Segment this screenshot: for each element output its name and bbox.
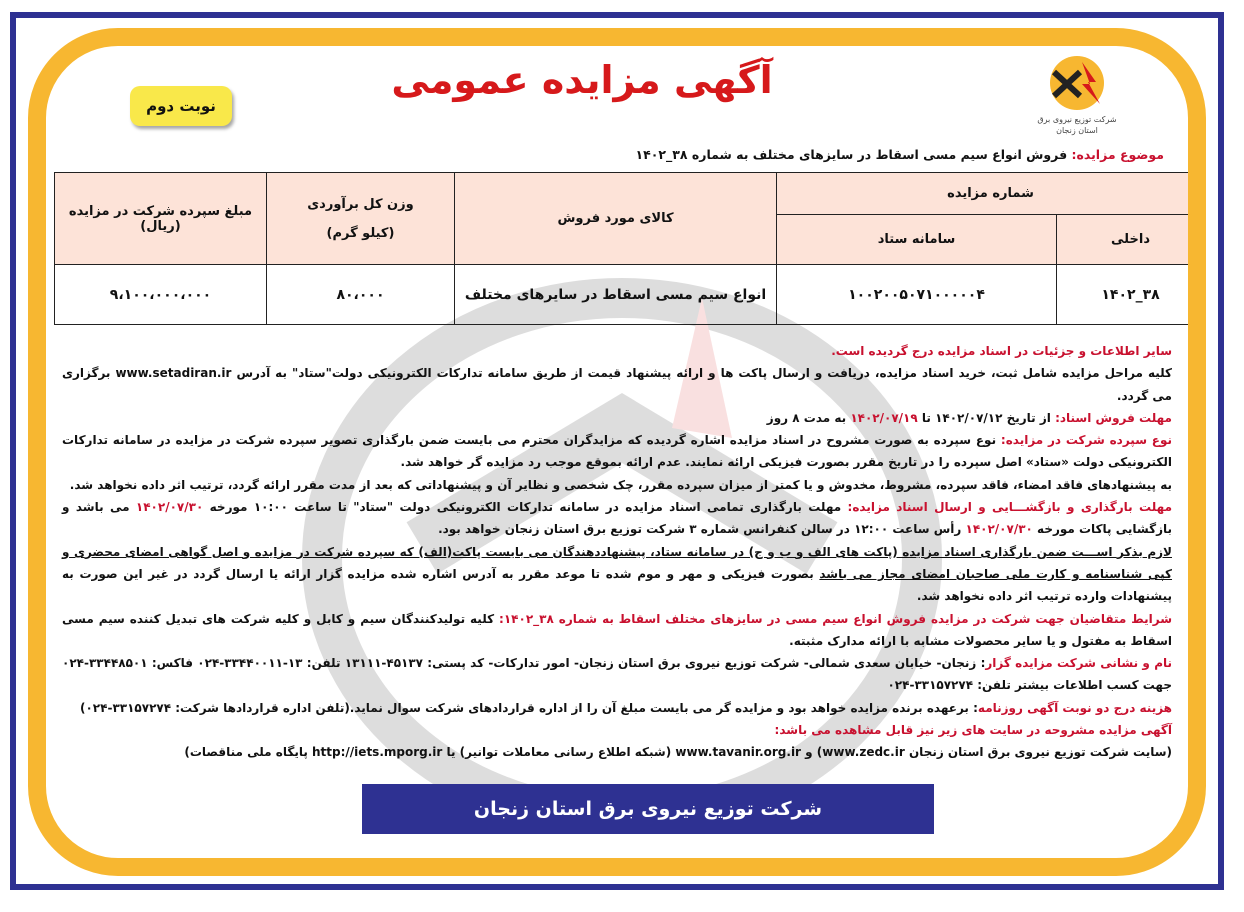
footer-company-bar: شرکت توزیع نیروی برق استان زنجان bbox=[362, 784, 934, 834]
logo-caption bbox=[1032, 114, 1122, 136]
sites-text-2: ) و bbox=[800, 745, 823, 760]
logo-caption-line2: استان زنجان bbox=[1056, 126, 1098, 135]
header-auction-number: شماره مزایده bbox=[777, 173, 1205, 215]
paragraph-address bbox=[62, 652, 1172, 697]
deposit-label: نوع سپرده شرکت در مزایده: bbox=[1000, 433, 1173, 448]
upload-label: مهلت بارگذاری و بازگشـــایی و ارسال اسناد مزایده: bbox=[847, 500, 1172, 515]
sale-duration: به مدت ۸ روز bbox=[766, 410, 851, 425]
paragraph-envelope bbox=[62, 541, 1172, 608]
envelope-text-2: بصورت فیزیکی و مهر و موم شده تا موعد مقرر به آدرس اشاره شده مزایده گزار ارائه یا ارسال گردد در غیر این صورت به پیشنهادات وارده ترتیب اثر داده نخواهد شد. bbox=[62, 566, 1172, 604]
header-deposit-line1: مبلغ سپرده شرکت در مزایده bbox=[68, 203, 253, 219]
paragraph-upload bbox=[62, 496, 1172, 541]
sale-date-end: ۱۴۰۲/۰۷/۱۹ bbox=[850, 410, 918, 425]
cost-label: هزینه درج دو نوبت آگهی روزنامه bbox=[977, 700, 1172, 715]
header-setad: سامانه ستاد bbox=[777, 215, 1057, 265]
header-internal: داخلی bbox=[1057, 215, 1205, 265]
sale-from: از تاریخ bbox=[1002, 410, 1051, 425]
tavanir-link[interactable]: www.tavanir.org.ir bbox=[675, 745, 801, 760]
upload-text-2: می باشد و بازگشایی پاکات مورخه bbox=[62, 500, 1172, 537]
upload-date-2: ۱۴۰۲/۰۷/۳۰ bbox=[965, 522, 1033, 537]
inner-frame bbox=[28, 28, 1206, 876]
sites-text-1: (سایت شرکت توزیع نیروی برق استان زنجان bbox=[904, 745, 1172, 760]
subject-text: فروش انواع سیم مسی اسقاط در سایزهای مختلف به شماره ۳۸_۱۴۰۲ bbox=[635, 147, 1068, 162]
sale-date-start: ۱۴۰۲/۰۷/۱۲ bbox=[935, 410, 1003, 425]
cell-setad: ۱۰۰۲۰۰۵۰۷۱۰۰۰۰۰۴ bbox=[777, 265, 1057, 325]
iets-link[interactable]: http://iets.mporg.ir bbox=[312, 745, 443, 760]
page-title: آگهی مزایده عمومی bbox=[391, 58, 773, 102]
header-weight bbox=[267, 173, 455, 265]
header-goods: کالای مورد فروش bbox=[455, 173, 777, 265]
cell-weight: ۸۰،۰۰۰ bbox=[267, 265, 455, 325]
upload-text-1: مهلت بارگذاری تمامی اسناد مزایده در سامانه تدارکات الکترونیکی دولت "ستاد" تا ساعت ۱۰:۰۰ مورخه bbox=[203, 500, 848, 515]
envelope-text-1: لازم بذکر اســـت ضمن بارگذاری اسناد مزایده (پاکت های الف و ب و ج) در سامانه ستاد، پیشنهاددهندگان می بایست پاکت(الف) که سپرده شرکت در مزایده و اصل گواهی امضای محضری و کپی شناسنامه و کارت ملی صاحبان امضای مجاز می باشد bbox=[62, 544, 1173, 581]
upload-date-1: ۱۴۰۲/۰۷/۳۰ bbox=[135, 500, 204, 515]
sites-text-3: (شبکه اطلاع رسانی معاملات توانیر) یا bbox=[442, 745, 676, 760]
conditions-label: شرایط متقاضیان جهت شرکت در مزایده فروش انواع سیم مسی در سایزهای مختلف اسقاط به شماره ۳۸_۱۴۰۲: bbox=[499, 611, 1172, 626]
note-line: سایر اطلاعات و جزئیات در اسناد مزایده درج گردیده است. bbox=[831, 344, 1172, 358]
paragraph-cost bbox=[62, 697, 1172, 719]
logo-caption-line1: شرکت توزیع نیروی برق bbox=[1037, 115, 1117, 124]
auction-subject bbox=[472, 146, 1164, 164]
header-weight-line1: وزن کل برآوردی bbox=[307, 196, 414, 212]
paragraph-process bbox=[62, 362, 1172, 407]
paragraph-sale-deadline bbox=[62, 407, 1172, 429]
header-deposit-line2: (ریال) bbox=[140, 218, 181, 234]
round-badge: نوبت دوم bbox=[130, 86, 232, 126]
conditions-text: کلیه تولیدکنندگان سیم و کابل و کلیه شرکت های تبدیل کننده سیم مسی اسقاط به مفتول و یا سایر محصولات مشابه با ارائه مدارک مثبته. bbox=[62, 611, 1172, 648]
paragraph-sites bbox=[62, 741, 1172, 763]
zedc-link[interactable]: www.zedc.ir bbox=[822, 745, 905, 760]
upload-text-3: رأس ساعت ۱۲:۰۰ در سالن کنفرانس شماره ۳ شرکت توزیع برق استان زنجان خواهد بود. bbox=[438, 522, 966, 537]
process-text-end: برگزاری می گردد. bbox=[62, 366, 1172, 403]
sites-label: آگهی مزایده مشروحه در سایت های زیر نیز قابل مشاهده می باشد: bbox=[774, 723, 1172, 738]
announcement-body bbox=[62, 340, 1172, 764]
paragraph-invalid: به پیشنهادهای فاقد امضاء، فاقد سپرده، مشروط، مخدوش و یا کمتر از میزان سپرده مقرر، چک شخصی و نظایر آن و پیشنهاداتی که بعد از مدت مقرر ارائه گردد، ترتیب اثر داده نخواهد شد. bbox=[69, 477, 1172, 492]
address-label: نام و نشانی شرکت مزایده گزار bbox=[985, 656, 1173, 671]
outer-frame bbox=[10, 12, 1224, 890]
sites-text-4: پایگاه ملی مناقصات) bbox=[184, 745, 313, 760]
cell-goods: انواع سیم مسی اسقاط در سایرهای مختلف bbox=[455, 265, 777, 325]
deposit-text: نوع سپرده به صورت مشروح در اسناد مزایده اشاره گردیده که مزایدگران محترم می بایست ضمن بارگذاری تصویر سپرده شرکت در مزایده در سامانه تدارکات الکترونیکی دولت «ستاد» اصل سپرده را در تاریخ مقرر بصورت فیزیکی ارائه نمایند. عدم ارائه بموقع موجب رد مزایده گر خواهد شد. bbox=[62, 433, 1172, 470]
subject-label: موضوع مزایده: bbox=[1071, 147, 1164, 162]
company-logo bbox=[1032, 54, 1122, 138]
cell-internal: ۳۸_۱۴۰۲ bbox=[1057, 265, 1205, 325]
process-text: کلیه مراحل مزایده شامل ثبت، خرید اسناد مزایده، دریافت و ارسال پاکت ها و ارائه پیشنهاد قیمت از طریق سامانه تدارکات الکترونیکی دولت"ستاد" به آدرس bbox=[236, 366, 1173, 381]
auction-table bbox=[54, 172, 1205, 325]
cost-text: : برعهده برنده مزایده خواهد بود و مزایده گر می بایست مبلغ آن را از اداره قراردادهای شرکت سوال نماید.(تلفن اداره قراردادها شرکت: ۳۳۱۵۷۲۷۴-۰۲۴) bbox=[80, 700, 978, 715]
electricity-logo-icon bbox=[1042, 54, 1112, 112]
address-text: : زنجان- خیابان سعدی شمالی- شرکت توزیع نیروی برق استان زنجان- امور تدارکات- کد پستی: ۴۵۱۳۷-۱۳۱۱۱ تلفن: ۱۳-۳۳۴۴۰۰۱۱-۰۲۴ فاکس: ۳۳۴۴۸۵۰۱-۰۲۴ جهت کسب اطلاعات بیشتر تلفن: ۳۳۱۵۷۲۷۴-۰۲۴ bbox=[62, 656, 1172, 693]
paragraph-deposit bbox=[62, 429, 1172, 474]
cell-deposit: ۹،۱۰۰،۰۰۰،۰۰۰ bbox=[55, 265, 267, 325]
header-weight-line2: (کیلو گرم) bbox=[326, 225, 395, 241]
paragraph-conditions bbox=[62, 608, 1172, 653]
sale-to: تا bbox=[917, 410, 936, 425]
document-content bbox=[52, 48, 1182, 854]
table-row bbox=[55, 265, 1205, 325]
sale-label: مهلت فروش اسناد: bbox=[1055, 410, 1172, 425]
setadiran-link[interactable]: www.setadiran.ir bbox=[115, 366, 232, 381]
header-deposit bbox=[55, 173, 267, 265]
